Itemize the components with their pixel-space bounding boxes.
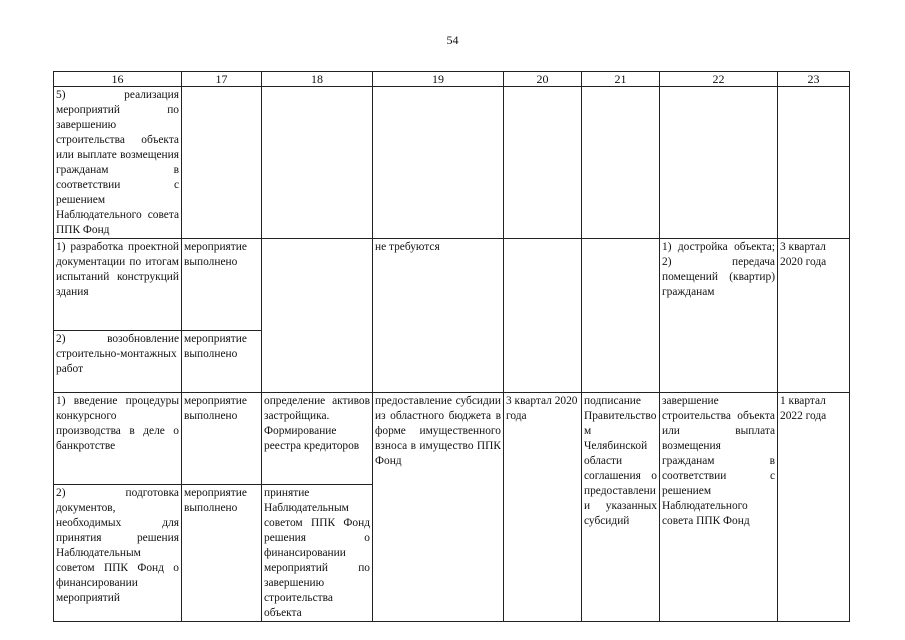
cell-result: 1) достройка объекта; 2) передача помещений (квартир) гражданам: [660, 239, 778, 393]
cell-deadline: 1 квартал 2022 года: [778, 393, 850, 622]
column-header: 20: [504, 72, 582, 87]
column-header: 22: [660, 72, 778, 87]
cell-empty: [182, 87, 262, 239]
cell-measure: 5) реализация мероприятий по завершению строительства объекта или выплате возмещения гражданам в соответствии с решением Наблюдательного совета ППК Фонд: [54, 87, 182, 239]
column-header: 17: [182, 72, 262, 87]
cell-status: мероприятие выполнено: [182, 239, 262, 331]
cell-result: завершение строительства объекта или выплата возмещения гражданам в соответствии с решением Наблюдательного совета ППК Фонд: [660, 393, 778, 622]
cell-measure: 1) введение процедуры конкурсного производства в деле о банкротстве: [54, 393, 182, 485]
table-header-row: [54, 72, 850, 87]
cell-empty: [504, 239, 582, 393]
cell-deadline: 3 квартал 2020 года: [778, 239, 850, 393]
cell-empty: [504, 87, 582, 239]
cell-empty: [582, 87, 660, 239]
cell-requirements: предоставление субсидии из областного бюджета в форме имущественного взноса в имущество ППК Фонд: [373, 393, 504, 622]
cell-status: мероприятие выполнено: [182, 393, 262, 485]
column-header: 19: [373, 72, 504, 87]
cell-measure: 1) разработка проектной документации по итогам испытаний конструкций здания: [54, 239, 182, 331]
cell-empty: [262, 87, 373, 239]
cell-empty: [778, 87, 850, 239]
cell-measure: 2) подготовка документов, необходимых для принятия решения Наблюдательным советом ППК Фонд о финансировании мероприятий: [54, 485, 182, 622]
column-header: 16: [54, 72, 182, 87]
cell-action: определение активов застройщика. Формирование реестра кредиторов: [262, 393, 373, 485]
table-row: [54, 239, 850, 331]
cell-agreement: подписание Правительством Челябинской области соглашения о предоставлении указанных субсидий: [582, 393, 660, 622]
cell-action: принятие Наблюдательным советом ППК Фонд решения о финансировании мероприятий по завершению строительства объекта: [262, 485, 373, 622]
cell-status: мероприятие выполнено: [182, 485, 262, 622]
cell-status: мероприятие выполнено: [182, 331, 262, 393]
page-number: 54: [446, 33, 459, 47]
table-row: [54, 87, 850, 239]
cell-empty: [373, 87, 504, 239]
cell-requirements: не требуются: [373, 239, 504, 393]
cell-empty: [262, 239, 373, 393]
cell-empty: [582, 239, 660, 393]
column-header: 21: [582, 72, 660, 87]
table-row: [54, 393, 850, 485]
document-table: [53, 71, 850, 622]
column-header: 18: [262, 72, 373, 87]
cell-date: 3 квартал 2020 года: [504, 393, 582, 622]
cell-measure: 2) возобновление строительно-монтажных работ: [54, 331, 182, 393]
cell-empty: [660, 87, 778, 239]
column-header: 23: [778, 72, 850, 87]
